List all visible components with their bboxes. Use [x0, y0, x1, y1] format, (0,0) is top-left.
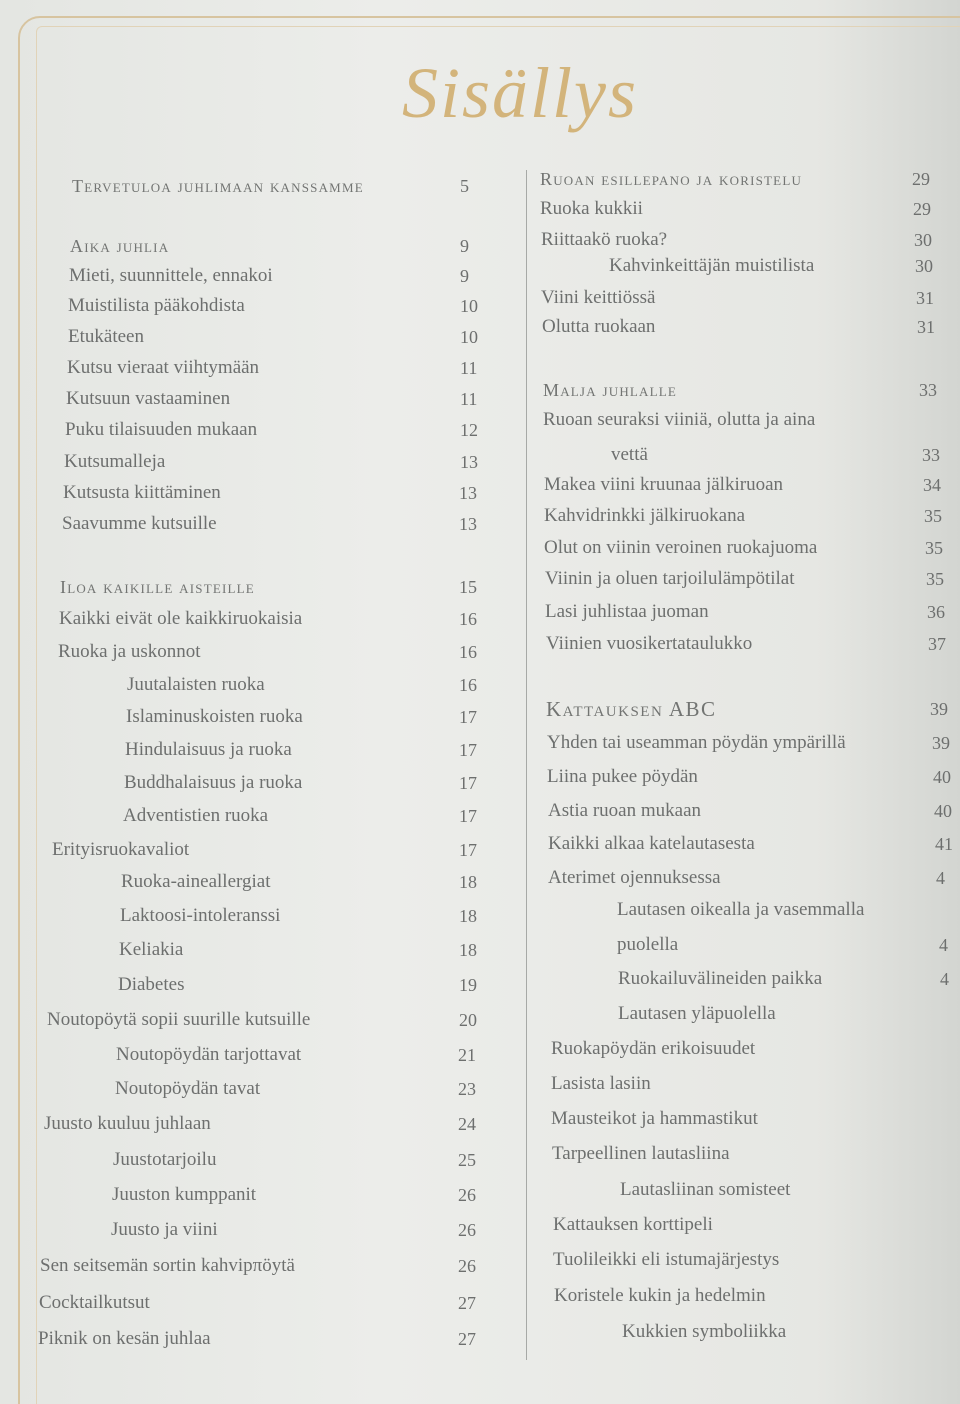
toc-entry — [0, 471, 960, 499]
toc-page-number: 18 — [459, 906, 477, 926]
toc-entry-title: Liina pukee pöydän — [547, 766, 698, 787]
toc-entry — [0, 630, 960, 658]
toc-entry — [0, 195, 960, 223]
toc-page-number: 10 — [460, 327, 478, 347]
toc-entry-title: Olut on viinin veroinen ruokajuoma — [544, 537, 818, 558]
toc-entry-title: Noutopöytä sopii suurille kutsuille — [47, 1009, 311, 1030]
toc-entry-title: Juutalaisten ruoka — [127, 674, 265, 695]
toc-page-number: 17 — [459, 707, 477, 727]
toc-entry-title: Mausteikot ja hammastikut — [551, 1108, 758, 1129]
toc-page-number: 29 — [913, 199, 931, 219]
toc-page-number: 35 — [926, 569, 944, 589]
toc-page-number: 27 — [458, 1293, 476, 1313]
toc-entry-title: Laktoosi-intoleranssi — [120, 905, 281, 926]
toc-entry-title: Aterimet ojennuksessa — [548, 867, 721, 888]
toc-page-number: 15 — [459, 577, 477, 597]
toc-entry — [0, 830, 960, 858]
toc-page-number: 21 — [458, 1045, 476, 1065]
toc-page-number: 40 — [934, 801, 952, 821]
toc-entry — [0, 763, 960, 791]
toc-entry — [0, 226, 960, 254]
toc-entry-title: Viini keittiössä — [541, 287, 656, 308]
toc-entry — [0, 1000, 960, 1028]
toc-entry — [0, 1211, 960, 1239]
toc-entry-title: Kahvinkeittäjän muistilista — [609, 255, 815, 276]
toc-entry-title: Lautasen oikealla ja vasemmalla — [617, 899, 865, 920]
toc-page-number: 41 — [935, 834, 953, 854]
toc-entry-title: Keliakia — [119, 939, 184, 960]
toc-page-number: 17 — [459, 840, 477, 860]
toc-entry-title: Makea viini kruunaa jälkiruoan — [544, 474, 784, 495]
toc-entry-title: Mieti, suunnittele, ennakoi — [69, 265, 273, 286]
toc-page-number: 16 — [459, 609, 477, 629]
toc-entry-title: Muistilista pääkohdista — [68, 295, 245, 316]
toc-entry-title: Yhden tai useamman pöydän ympärillä — [547, 732, 846, 753]
toc-page-number: 17 — [459, 740, 477, 760]
toc-entry-title: Iloa kaikille aisteille — [60, 577, 255, 597]
toc-entry-title: Tervetuloa juhlimaan kanssamme — [72, 176, 364, 196]
toc-entry — [0, 1246, 960, 1274]
toc-entry — [0, 1176, 960, 1204]
toc-page-number: 9 — [460, 266, 469, 286]
toc-entry — [0, 252, 960, 280]
toc-page-number: 36 — [927, 602, 945, 622]
toc-page-number: 11 — [460, 358, 478, 378]
toc-entry-title: Noutopöydän tarjottavat — [116, 1044, 302, 1065]
toc-entry-title: Viinin ja oluen tarjoilulämpötilat — [545, 568, 795, 589]
toc-entry-title: Riittaakö ruoka? — [541, 229, 668, 250]
toc-entry — [0, 1318, 960, 1346]
toc-entry — [0, 441, 960, 469]
toc-section-heading — [0, 376, 960, 404]
page-title: Sisällys — [401, 53, 638, 133]
toc-entry-title: Juuston kumppanit — [112, 1184, 257, 1205]
toc-entry-title: Kattauksen ABC — [546, 697, 717, 721]
toc-page-number: 4 — [939, 935, 948, 955]
toc-entry-title: Kutsu vieraat viihtymään — [67, 357, 260, 378]
toc-entry — [0, 406, 960, 434]
toc-entry-title: Kahvidrinkki jälkiruokana — [544, 505, 746, 526]
toc-section-heading — [0, 165, 960, 193]
toc-entry-title: vettä — [611, 444, 648, 465]
toc-page-number: 29 — [912, 169, 930, 189]
toc-entry-title: Kutsuun vastaaminen — [66, 388, 231, 409]
toc-section-heading — [0, 695, 960, 723]
toc-entry-title: Aika juhlia — [70, 236, 170, 256]
toc-page-number: 23 — [458, 1079, 476, 1099]
toc-page-number: 25 — [458, 1150, 476, 1170]
toc-page-number: 18 — [459, 872, 477, 892]
toc-page-number: 30 — [914, 230, 932, 250]
toc-page-number: 26 — [458, 1220, 476, 1240]
toc-entry-title: Malja juhlalle — [543, 380, 678, 400]
toc-entry-title: Olutta ruokaan — [542, 316, 656, 337]
toc-entry-title: Juusto kuuluu juhlaan — [44, 1113, 211, 1134]
toc-page-number: 31 — [916, 288, 934, 308]
toc-page-number: 24 — [458, 1114, 476, 1134]
toc-entry — [0, 1140, 960, 1168]
toc-page-number: 16 — [459, 675, 477, 695]
toc-entry-title: Ruoka ja uskonnot — [58, 641, 201, 662]
toc-entry-title: Islaminuskoisten ruoka — [126, 706, 303, 727]
toc-entry — [0, 502, 960, 530]
toc-page-number: 20 — [459, 1010, 477, 1030]
toc-entry-title: Kaikki eivät ole kaikkiruokaisia — [59, 608, 303, 629]
toc-page-number: 35 — [924, 506, 942, 526]
toc-entry-title: Tuolileikki eli istumajärjestys — [553, 1249, 780, 1270]
toc-page-number: 26 — [458, 1185, 476, 1205]
toc-page-number: 13 — [460, 452, 478, 472]
toc-entry-title: Kutsumalleja — [64, 451, 166, 472]
toc-entry-title: Ruoka-aineallergiat — [121, 871, 271, 892]
toc-entry-title: Etukäteen — [68, 326, 144, 347]
toc-entry — [0, 1035, 960, 1063]
toc-entry-title: Ruokailuvälineiden paikka — [618, 968, 823, 989]
toc-entry-title: Koristele kukin ja hedelmin — [554, 1285, 766, 1306]
toc-entry — [0, 598, 960, 626]
toc-page-number: 12 — [460, 420, 478, 440]
toc-page-number: 17 — [459, 773, 477, 793]
toc-entry-title: Hindulaisuus ja ruoka — [125, 739, 292, 760]
toc-page-number: 39 — [930, 699, 948, 719]
toc-entry-title: Lasi juhlistaa juoman — [545, 601, 709, 622]
toc-entry-title: Kukkien symboliikka — [622, 1321, 787, 1342]
toc-page-number: 11 — [460, 389, 478, 409]
toc-page-number: 33 — [922, 445, 940, 465]
toc-entry-title: Kutsusta kiittäminen — [63, 482, 221, 503]
toc-entry-title: Adventistien ruoka — [123, 805, 269, 826]
toc-page-number: 27 — [458, 1329, 476, 1349]
toc-page-number: 17 — [459, 806, 477, 826]
toc-page-number: 19 — [459, 975, 477, 995]
toc-entry — [0, 1282, 960, 1310]
toc-page-number: 39 — [932, 733, 950, 753]
toc-page-number: 13 — [459, 483, 477, 503]
toc-page-number: 26 — [458, 1256, 476, 1276]
toc-entry — [0, 565, 960, 593]
toc-entry-title: Juustotarjoilu — [113, 1149, 217, 1170]
toc-entry — [0, 1070, 960, 1098]
toc-entry — [0, 896, 960, 924]
toc-page-number: 4 — [936, 868, 945, 888]
toc-page-number: 10 — [460, 296, 478, 316]
toc-entry — [0, 1105, 960, 1133]
toc-entry-title: Lautasliinan somisteet — [620, 1179, 791, 1200]
toc-entry-title: Erityisruokavaliot — [52, 839, 190, 860]
toc-page-number: 31 — [917, 317, 935, 337]
toc-entry-title: Diabetes — [118, 974, 185, 995]
toc-entry-title: Saavumme kutsuille — [62, 513, 217, 534]
toc-entry-title: Astia ruoan mukaan — [548, 800, 702, 821]
toc-entry-title: Ruoka kukkii — [540, 198, 643, 219]
toc-entry-title: Juusto ja viini — [111, 1219, 218, 1240]
toc-page-number: 4 — [940, 969, 949, 989]
toc-page-number: 30 — [915, 256, 933, 276]
toc-entry — [0, 313, 960, 341]
toc-page-number: 34 — [923, 475, 941, 495]
toc-page-number: 35 — [925, 538, 943, 558]
toc-entry — [0, 284, 960, 312]
toc-entry-title: Piknik on kesän juhlaa — [38, 1328, 211, 1349]
toc-page-number: 40 — [933, 767, 951, 787]
toc-page-number: 33 — [919, 380, 937, 400]
toc-entry — [0, 729, 960, 757]
toc-page-number: 16 — [459, 642, 477, 662]
toc-page-number: 9 — [460, 236, 469, 256]
toc-entry-title: Ruoan esillepano ja koristelu — [540, 169, 803, 189]
toc-entry-title: Noutopöydän tavat — [115, 1078, 261, 1099]
toc-entry-title: Kaikki alkaa katelautasesta — [548, 833, 755, 854]
toc-entry — [0, 965, 960, 993]
toc-entry — [0, 797, 960, 825]
toc-page-number: 37 — [928, 634, 946, 654]
toc-page-number: 13 — [459, 514, 477, 534]
toc-entry-title: Lasista lasiin — [551, 1073, 651, 1094]
toc-page-number: 5 — [460, 176, 469, 196]
toc-entry-title: Kattauksen korttipeli — [553, 1214, 713, 1235]
toc-entry-title: Ruokapöydän erikoisuudet — [551, 1038, 756, 1059]
toc-entry-title: puolella — [617, 934, 679, 955]
toc-entry-title: Cocktailkutsut — [39, 1292, 150, 1313]
toc-entry-title: Puku tilaisuuden mukaan — [65, 419, 258, 440]
toc-page-number: 18 — [459, 940, 477, 960]
toc-entry-title: Lautasen yläpuolella — [618, 1003, 776, 1024]
toc-entry-title: Sen seitsemän sortin kahvipπöytä — [40, 1255, 295, 1276]
toc-entry-title: Tarpeellinen lautasliina — [552, 1143, 730, 1164]
toc-entry — [0, 534, 960, 562]
toc-entry-title: Buddhalaisuus ja ruoka — [124, 772, 303, 793]
toc-entry — [0, 931, 960, 959]
toc-entry-title: Viinien vuosikertataulukko — [546, 633, 753, 654]
toc-entry — [0, 864, 960, 892]
toc-entry-title: Ruoan seuraksi viiniä, olutta ja aina — [543, 409, 816, 430]
